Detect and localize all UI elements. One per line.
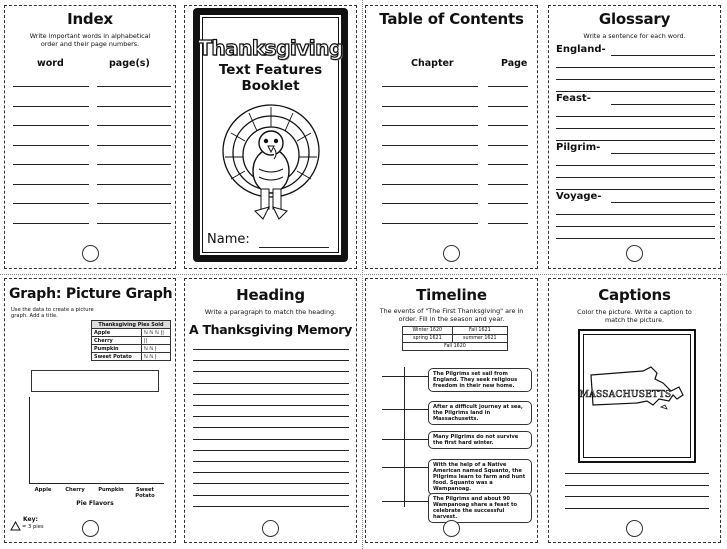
captions-instructions: Color the picture. Write a caption to match the picture. (577, 308, 692, 324)
writing-line (97, 223, 171, 224)
fold-line-horizontal (0, 274, 727, 275)
writing-line (13, 203, 89, 204)
timeline-panel (365, 278, 538, 543)
table-row (92, 329, 171, 337)
writing-line (193, 439, 349, 440)
writing-line (13, 223, 89, 224)
captions-map-label: MASSACHUSETTS (579, 390, 672, 400)
punch-hole (262, 520, 279, 537)
index-instructions: Write important words in alphabetical order and their page numbers. (29, 32, 151, 48)
index-col-word: word (37, 58, 64, 69)
index-col-pages: page(s) (109, 58, 150, 69)
table-cell: Winter 1620 (403, 327, 453, 335)
glossary-word: Feast- (556, 93, 591, 104)
writing-line (488, 203, 528, 204)
writing-line (97, 106, 171, 107)
timeline-blank-line (382, 501, 422, 502)
writing-line (565, 508, 709, 509)
graph-title-box (31, 370, 159, 392)
writing-line (611, 202, 715, 203)
glossary-word: England- (556, 44, 606, 55)
table-cell: Sweet Potato (92, 353, 142, 361)
writing-line (97, 203, 171, 204)
table-cell: summer 1621 (452, 335, 507, 343)
timeline-event-box: With the help of a Native American named Squanto, the Pilgrims learn to farm and hunt food. Squanto was a Wampanoag. (428, 459, 532, 495)
writing-line (556, 140, 715, 141)
glossary-word: Voyage- (556, 191, 602, 202)
punch-hole (626, 245, 643, 262)
table-cell: spring 1621 (403, 335, 453, 343)
writing-line (13, 106, 89, 107)
writing-line (193, 405, 349, 406)
writing-line (382, 125, 478, 126)
writing-line (13, 184, 89, 185)
writing-line (382, 106, 478, 107)
timeline-event-box: After a difficult journey at sea, the Pilgrims land in Massachusetts. (428, 401, 532, 425)
heading-text: A Thanksgiving Memory (189, 322, 352, 337)
writing-line (97, 184, 171, 185)
writing-line (565, 485, 709, 486)
index-title: Index (67, 10, 113, 28)
glossary-panel (548, 5, 721, 269)
glossary-instructions: Write a sentence for each word. (583, 32, 686, 40)
writing-line (488, 223, 528, 224)
timeline-blank-line (382, 467, 422, 468)
writing-line (556, 79, 715, 80)
writing-line (382, 86, 478, 87)
cover-title: Thanksgiving (198, 36, 343, 60)
writing-line (382, 223, 478, 224)
pie-table-title: Thanksgiving Pies Sold (92, 321, 171, 329)
table-cell: Apple (92, 329, 142, 337)
timeline-title: Timeline (416, 286, 487, 304)
writing-line (488, 164, 528, 165)
writing-line (193, 506, 349, 507)
writing-line (382, 164, 478, 165)
graph-key-value: = 3 pies (22, 524, 44, 530)
timeline-event-box: Many Pilgrims do not survive the first hard winter. (428, 431, 532, 449)
turkey-illustration (219, 101, 323, 227)
toc-panel (365, 5, 538, 269)
graph-category: Cherry (65, 487, 85, 493)
season-table (402, 326, 508, 351)
writing-line (193, 495, 349, 496)
writing-line (193, 427, 349, 428)
table-cell: Fall 1620 (403, 343, 508, 351)
writing-line (382, 203, 478, 204)
writing-line (488, 86, 528, 87)
graph-category: Sweet Potato (135, 487, 155, 499)
table-row (403, 343, 508, 351)
graph-panel (4, 278, 176, 543)
table-cell: Cherry (92, 337, 142, 345)
writing-line (488, 184, 528, 185)
writing-line (611, 55, 715, 56)
writing-line (193, 383, 349, 384)
graph-x-axis (29, 483, 164, 484)
cover-panel (184, 5, 357, 269)
writing-line (97, 86, 171, 87)
timeline-blank-line (382, 376, 422, 377)
writing-line (13, 145, 89, 146)
cover-name-line (259, 247, 329, 248)
glossary-word: Pilgrim- (556, 142, 601, 153)
writing-line (193, 472, 349, 473)
table-cell: ℕ ℕ | (141, 345, 170, 353)
writing-line (556, 128, 715, 129)
writing-line (13, 164, 89, 165)
writing-line (193, 394, 349, 395)
table-row (92, 345, 171, 353)
writing-line (382, 184, 478, 185)
heading-title: Heading (236, 286, 305, 304)
punch-hole (82, 245, 99, 262)
writing-line (97, 145, 171, 146)
writing-line (556, 238, 715, 239)
table-cell: Pumpkin (92, 345, 142, 353)
writing-line (556, 91, 715, 92)
triangle-icon (10, 521, 21, 531)
table-cell: Fall 1621 (452, 327, 507, 335)
writing-line (488, 145, 528, 146)
writing-line (556, 177, 715, 178)
table-row (403, 327, 508, 335)
index-panel (4, 5, 176, 269)
graph-title: Graph: Picture Graph (9, 286, 173, 302)
captions-title: Captions (598, 286, 671, 304)
cover-subtitle-2: Booklet (241, 78, 300, 94)
writing-line (193, 461, 349, 462)
writing-line (382, 145, 478, 146)
writing-line (193, 371, 349, 372)
writing-line (488, 125, 528, 126)
writing-line (556, 214, 715, 215)
table-cell: ℕ ℕ ℕ || (141, 329, 170, 337)
timeline-event-box: The Pilgrims set sail from England. They seek religious freedom in their new home. (428, 368, 532, 392)
punch-hole (626, 520, 643, 537)
graph-key-label: Key: (23, 516, 38, 523)
toc-col-chapter: Chapter (411, 58, 454, 69)
graph-instructions: Use the data to create a picture graph. Add a title. (11, 307, 94, 319)
timeline-blank-line (382, 409, 422, 410)
graph-y-axis (29, 397, 30, 483)
punch-hole (82, 520, 99, 537)
writing-line (611, 104, 715, 105)
timeline-axis (404, 367, 405, 507)
writing-line (565, 473, 709, 474)
writing-line (556, 165, 715, 166)
cover-name-label: Name: (207, 232, 250, 247)
graph-x-label: Pie Flavors (76, 500, 114, 507)
writing-line (556, 116, 715, 117)
writing-line (488, 106, 528, 107)
graph-category: Apple (34, 487, 52, 493)
toc-col-page: Page (501, 58, 528, 69)
writing-line (611, 153, 715, 154)
writing-line (565, 496, 709, 497)
table-cell: || (141, 337, 170, 345)
writing-line (97, 125, 171, 126)
writing-line (13, 86, 89, 87)
table-row (92, 353, 171, 361)
writing-line (556, 226, 715, 227)
writing-line (193, 416, 349, 417)
timeline-blank-line (382, 439, 422, 440)
toc-title: Table of Contents (379, 10, 524, 28)
writing-line (13, 125, 89, 126)
timeline-event-box: The Pilgrims and about 90 Wampanoag share a feast to celebrate the successful harvest. (428, 493, 532, 523)
glossary-title: Glossary (598, 10, 671, 28)
table-row (403, 335, 508, 343)
writing-line (193, 483, 349, 484)
writing-line (556, 189, 715, 190)
writing-line (193, 450, 349, 451)
punch-hole (443, 245, 460, 262)
graph-category: Pumpkin (98, 487, 124, 493)
massachusetts-map (587, 365, 687, 413)
table-row (92, 337, 171, 345)
writing-line (97, 164, 171, 165)
pie-data-table (91, 320, 171, 361)
cover-subtitle-1: Text Features (218, 62, 323, 78)
table-cell: ℕ ℕ | (141, 353, 170, 361)
punch-hole (443, 520, 460, 537)
captions-panel (548, 278, 721, 543)
writing-line (193, 360, 349, 361)
heading-instructions: Write a paragraph to match the heading. (204, 308, 337, 316)
writing-line (193, 349, 349, 350)
timeline-instructions: The events of "The First Thanksgiving" are in order. Fill in the season and year. (379, 307, 524, 323)
heading-panel (184, 278, 357, 543)
writing-line (556, 67, 715, 68)
